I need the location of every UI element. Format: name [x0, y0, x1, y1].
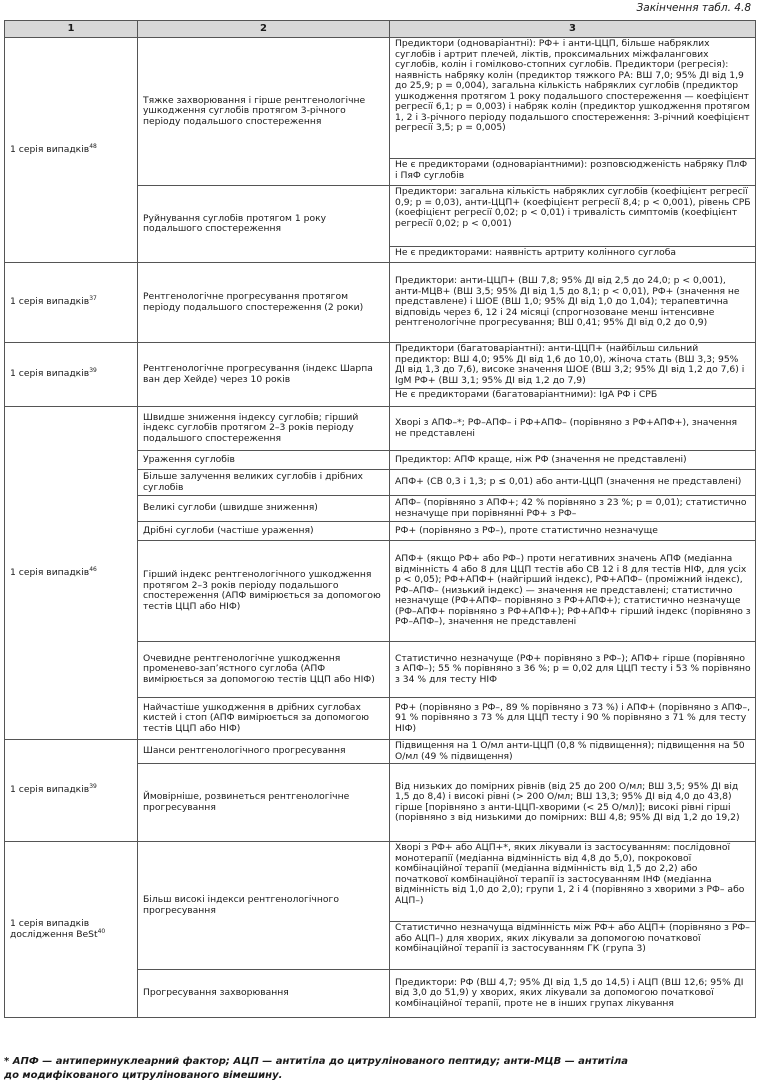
column-header: 3 — [390, 21, 756, 38]
footnote — [4, 1055, 749, 1083]
study-label: 1 серія випадків — [10, 143, 90, 155]
finding-cell: Не є предикторами (одноваріантними): розповсюдженість набряку ПлФ і ПяФ суглобів — [390, 159, 756, 186]
outcome-cell: Прогресування захворювання — [138, 970, 390, 1018]
outcome-cell: Рентгенологічне прогресування (індекс Шарпа ван дер Хейде) через 10 років — [138, 343, 390, 407]
finding-cell: Від низьких до помірних рівнів (від 25 до 200 О/мл; ВШ 3,5; 95% ДІ від 1,5 до 8,4) і високі рівні (> 200 О/мл; ВШ 13,3; 95% ДІ від 4,0 до 43,8) гірше [порівняно з анти-ЦЦП-хворими (< 25 О/мл)]; високі рівні гірші (порівняно з від низькими до помірних: ВШ 4,8; 95% ДІ від 1,2 до 19,2) — [390, 764, 756, 842]
outcome-cell: Найчастіше ушкодження в дрібних суглобах кистей і стоп (АПФ вимірюється за допомогою тестів ЦЦП або НІФ) — [138, 698, 390, 740]
outcome-cell: Очевидне рентгенологічне ушкодження променево-зап’ястного суглоба (АПФ вимірюється за допомогою тестів ЦЦП або НІФ) — [138, 642, 390, 698]
table-row — [5, 263, 756, 343]
outcome-cell: Більш високі індекси рентгенологічного прогресування — [138, 842, 390, 970]
finding-cell: Хворі з АПФ–*; РФ–АПФ– і РФ+АПФ– (порівняно з РФ+АПФ+), значення не представлені — [390, 407, 756, 451]
reference-superscript: 46 — [89, 565, 97, 573]
table-row — [5, 343, 756, 389]
study-label: 1 серія випадків — [10, 566, 90, 578]
table-row — [5, 38, 756, 159]
study-label: 1 серія випадків — [10, 296, 90, 308]
finding-cell: АПФ+ (СВ 0,3 і 1,3; p ≤ 0,01) або анти-ЦЦП (значення не представлені) — [390, 470, 756, 496]
finding-cell: Предиктори: РФ (ВШ 4,7; 95% ДІ від 1,5 до 14,5) і АЦП (ВШ 12,6; 95% ДІ від 3,0 до 51,9) у хворих, яких лікували за допомогою початкової комбінаційної терапії, проте не в інших групах лікування — [390, 970, 756, 1018]
finding-cell: Предиктори: загальна кількість набряклих суглобів (коефіцієнт регресії 0,9; p = 0,03), анти-ЦЦП+ (коефіцієнт регресії 8,4; p < 0,001), рівень СРБ (коефіцієнт регресії 0,02; p < 0,01) і тривалість симптомів (коефіцієнт регресії 0,02; p < 0,001) — [390, 186, 756, 247]
reference-superscript: 40 — [97, 927, 106, 935]
finding-cell: Статистично незначуща відмінність між РФ+ або АЦП+ (порівняно з РФ– або АЦП–) для хворих, яких лікували за допомогою початкової комбінаційної терапії із застосуванням ГК (група 3) — [390, 922, 756, 970]
outcome-cell: Гірший індекс рентгенологічного ушкодження протягом 2–3 років періоду подальшого спостереження (АПФ вимірюється за допомогою тестів ЦЦП або НІФ) — [138, 541, 390, 642]
study-cell — [5, 740, 138, 842]
finding-cell: Статистично незначуще (РФ+ порівняно з РФ–); АПФ+ гірше (порівняно з АПФ–); 55 % порівняно з 36 %; p = 0,02 для ЦЦП тесту і 53 % порівняно з 34 % для тесту НІФ — [390, 642, 756, 698]
table-row — [5, 740, 756, 764]
header-row — [5, 21, 756, 38]
reference-superscript: 37 — [89, 295, 97, 303]
outcome-cell: Ураження суглобів — [138, 451, 390, 470]
column-header: 1 — [5, 21, 138, 38]
finding-cell: Предиктор: АПФ краще, ніж РФ (значення не представлені) — [390, 451, 756, 470]
reference-superscript: 39 — [89, 367, 97, 375]
outcome-cell: Руйнування суглобів протягом 1 року подальшого спостереження — [138, 186, 390, 263]
table-row — [5, 842, 756, 922]
outcome-cell: Ймовірніше, розвинеться рентгенологічне прогресування — [138, 764, 390, 842]
finding-cell: Хворі з РФ+ або АЦП+*, яких лікували із застосуванням: послідовної монотерапії (медіанна відмінність від 4,8 до 5,0), покрокової комбінаційної терапії (медіанна відмінність від 1,5 до 2,2) або початкової комбінаційної терапії із застосуванням ІНФ (медіанна відмінність від 1,0 до 2,0); групи 1, 2 і 4 (порівняно з хворими з РФ– або АЦП–) — [390, 842, 756, 922]
outcome-cell: Швидше зниження індексу суглобів; гірший індекс суглобів протягом 2–3 років періоду подальшого спостереження — [138, 407, 390, 451]
table-row — [5, 407, 756, 451]
study-label: 1 серія випадків — [10, 784, 90, 796]
study-cell — [5, 407, 138, 740]
finding-cell: РФ+ (порівняно з РФ–, 89 % порівняно з 73 %) і АПФ+ (порівняно з АПФ–, 91 % порівняно з 73 % для ЦЦП тесту і 90 % порівняно з 71 % для тесту НІФ) — [390, 698, 756, 740]
study-cell — [5, 842, 138, 1018]
column-header: 2 — [138, 21, 390, 38]
outcome-cell: Дрібні суглоби (частіше ураження) — [138, 522, 390, 541]
finding-cell: Предиктори: анти-ЦЦП+ (ВШ 7,8; 95% ДІ від 2,5 до 24,0; p < 0,001), анти-МЦВ+ (ВШ 3,5; 95% ДІ від 1,5 до 8,1; p < 0,01), РФ+ (значення не представлене) і ШОЕ (ВШ 1,0; 95% ДІ від 1,0 до 1,04); терапевтична відповідь через 6, 12 і 24 місяці (спрогнозоване менш інтенсивне рентгенологічне прогресування; ВШ 0,41; 95% ДІ від 0,2 до 0,9) — [390, 263, 756, 343]
finding-cell: АПФ– (порівняно з АПФ+; 42 % порівняно з 23 %; p = 0,01); статистично незначуще при порівнянні РФ+ з РФ– — [390, 496, 756, 522]
outcome-cell: Тяжке захворювання і гірше рентгенологічне ушкодження суглобів протягом 3-річного періоду подальшого спостереження — [138, 38, 390, 186]
footnote-line: до модифікованого цитрулінованого вімешину. — [4, 1070, 283, 1081]
finding-cell: АПФ+ (якщо РФ+ або РФ–) проти негативних значень АПФ (медіанна відмінність 4 або 8 для ЦЦП тестів або СВ 12 і 8 для тестів НІФ, для усіх p < 0,05); РФ+АПФ+ (найгірший індекс), РФ+АПФ– (проміжний індекс), РФ–АПФ– (низький індекс) — значення не представлені; статистично незначуще (РФ+АПФ– порівняно з РФ+АПФ+); статистично незначуще (РФ–АПФ+ порівняно з РФ+АПФ+); РФ+АПФ+ гірший індекс (порівняно з РФ–АПФ–), значення не представлені — [390, 541, 756, 642]
footnote-line: * АПФ — антиперинуклеарний фактор; АЦП — антитіла до цитрулінованого пептиду; анти-МЦВ — антитіла — [4, 1056, 628, 1067]
study-label: 1 серія випадків — [10, 368, 90, 380]
finding-cell: Предиктори (багатоваріантні): анти-ЦЦП+ (найбільш сильний предиктор: ВШ 4,0; 95% ДІ від 1,6 до 10,0), жіноча стать (ВШ 3,3; 95% ДІ від 1,3 до 7,6), високе значення ШОЕ (ВШ 3,2; 95% ДІ від 1,2 до 7,6) і IgM РФ+ (ВШ 3,1; 95% ДІ від 1,2 до 7,9) — [390, 343, 756, 389]
reference-superscript: 48 — [89, 142, 97, 150]
finding-cell: Не є предикторами (багатоваріантними): IgA РФ і СРБ — [390, 389, 756, 407]
study-label: 1 серія випадків дослідження BeSt — [10, 918, 98, 940]
outcome-cell: Шанси рентгенологічного прогресування — [138, 740, 390, 764]
finding-cell: РФ+ (порівняно з РФ–), проте статистично незначуще — [390, 522, 756, 541]
outcome-cell: Великі суглоби (швидше зниження) — [138, 496, 390, 522]
table-body — [5, 38, 756, 1018]
reference-superscript: 39 — [89, 783, 97, 791]
table-caption: Закінчення табл. 4.8 — [636, 2, 751, 14]
finding-cell: Предиктори (одноваріантні): РФ+ і анти-ЦЦП, більше набряклих суглобів і артрит плечей, ліктів, проксимальних міжфалангових суглобів, колін і гомілково-стопних суглобів. Предиктори (регресія): наявність набряку колін (предиктор тяжкого РА: ВШ 7,0; 95% ДІ від 1,9 до 25,9; p = 0,004), загальна кількість набряклих суглобів (предиктор ушкодження протягом 1 року подальшого спостереження — коефіцієнт регресії 6,1; p = 0,003) і набряк колін (предиктор ушкодження протягом 1, 2 і 3-річного періоду подальшого спостереження: 3-річний коефіцієнт регресії 3,5; p = 0,005) — [390, 38, 756, 159]
study-cell — [5, 38, 138, 263]
outcome-cell: Рентгенологічне прогресування протягом періоду подальшого спостереження (2 роки) — [138, 263, 390, 343]
study-cell — [5, 343, 138, 407]
finding-cell: Не є предикторами: наявність артриту колінного суглоба — [390, 247, 756, 263]
study-cell — [5, 263, 138, 343]
results-table — [4, 20, 756, 1018]
finding-cell: Підвищення на 1 О/мл анти-ЦЦП (0,8 % підвищення); підвищення на 50 О/мл (49 % підвищення) — [390, 740, 756, 764]
outcome-cell: Більше залучення великих суглобів і дрібних суглобів — [138, 470, 390, 496]
